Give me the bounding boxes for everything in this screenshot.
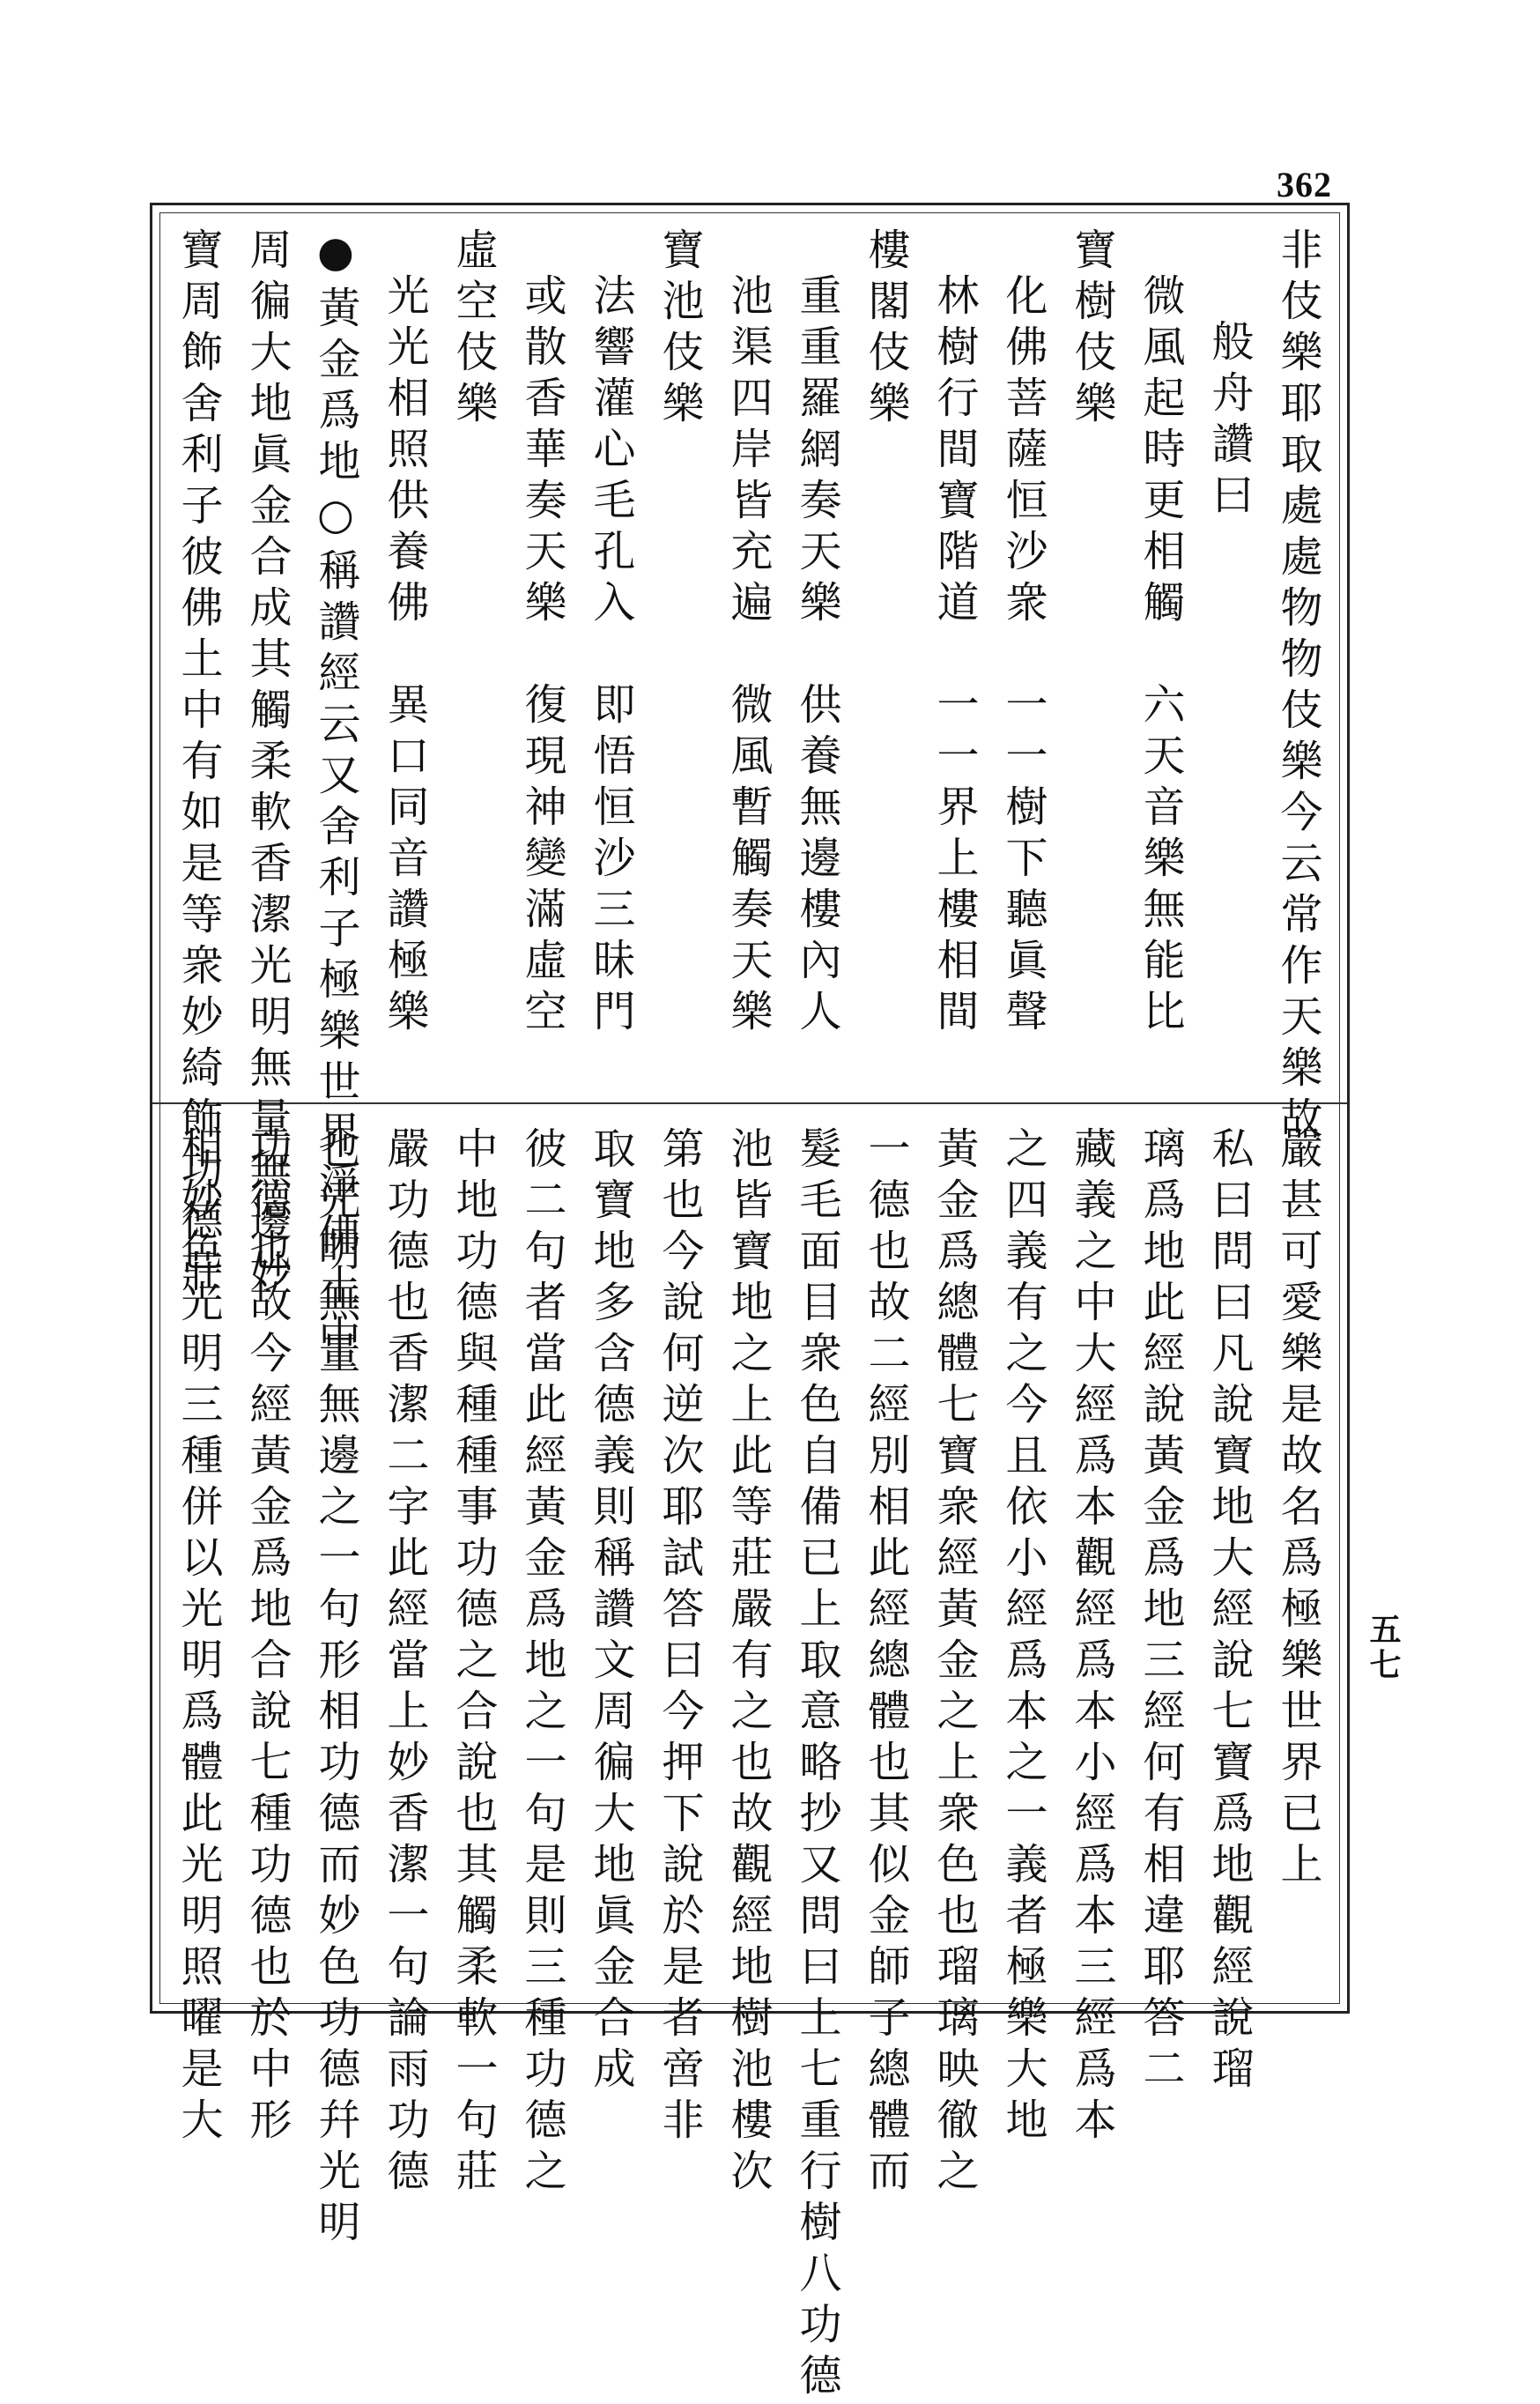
text-line: 嚴功德也香潔二字此經當上妙香潔一句論雨功德: [380, 1126, 429, 2200]
section-heading: 樓閣伎樂: [861, 227, 910, 432]
text-line: 也光明無量無邊之一句形相功德而妙色功德幷光明: [311, 1126, 360, 2251]
verse-line: 微風起時更相觸 六天音樂無能比: [1136, 273, 1185, 1040]
bottom-text-block: [174, 1126, 1332, 2404]
side-page-label: 五七: [1365, 1613, 1402, 1683]
text-line: 嚴甚可愛樂是故名爲極樂世界已上: [1273, 1126, 1322, 1893]
text-line: 黃金爲總體七寶衆經黃金之上衆色也瑠璃映徹之: [929, 1126, 979, 2200]
text-line: 中地功德與種種事功德之合說也其觸柔軟一句莊: [448, 1126, 498, 2200]
page-number: 362: [1277, 165, 1332, 204]
text-line: 功德也故今經黃金爲地合說七種功德也於中形: [242, 1126, 292, 2148]
text-line: 寶周飾舍利子彼佛土中有如是等衆妙綺飾功德莊: [174, 227, 223, 1301]
verse-line: 或散香華奏天樂 復現神變滿虛空: [517, 273, 566, 1040]
verse-line: 池渠四岸皆充遍 微風暫觸奏天樂: [723, 273, 773, 1040]
section-heading: 虛空伎樂: [448, 227, 498, 432]
text-line: 一德也故二經別相此經總體也其似金師子總體而: [861, 1126, 910, 2200]
text-line: 非伎樂耶取處處物物伎樂今云常作天樂故: [1273, 227, 1322, 1147]
verse-line: 重重羅網奏天樂 供養無邊樓內人: [792, 273, 841, 1040]
text-line: 彼二句者當此經黃金爲地之一句是則三種功德之: [517, 1126, 566, 2200]
verse-line: 化佛菩薩恒沙衆 一一樹下聽眞聲: [998, 273, 1048, 1040]
text-line: 之四義有之今且依小經爲本之一義者極樂大地: [998, 1126, 1048, 2148]
top-text-block: [174, 227, 1332, 1366]
text-line: 璃爲地此經說黃金爲地三經何有相違耶答二: [1136, 1126, 1185, 2097]
verse-line: 光光相照供養佛 異口同音讚極樂: [380, 273, 429, 1040]
section-heading: 寶樹伎樂: [1067, 227, 1116, 432]
text-line: 第也今說何逆次耶試答曰今押下說於是者啻非: [655, 1126, 704, 2148]
text-line: 般舟讚曰: [1204, 319, 1254, 523]
text-line: 池皆寶地之上此等莊嚴有之也故觀經地樹池樓次: [723, 1126, 773, 2200]
text-line: 髮毛面目衆色自備已上取意略抄又問曰上七重行樹八功德: [792, 1126, 841, 2404]
text-line: ●黃金爲地○稱讚經云又舍利子極樂世界淨佛土中: [311, 227, 360, 1366]
text-line: 周徧大地眞金合成其觸柔軟香潔光明無量無邊妙: [242, 227, 292, 1301]
text-line: 相妙色光明三種併以光明爲體此光明照曜是大: [174, 1126, 223, 2148]
text-line: 藏義之中大經爲本觀經爲本小經爲本三經爲本: [1067, 1126, 1116, 2148]
text-line: 私曰問曰凡說寶地大經說七寶爲地觀經說瑠: [1204, 1126, 1254, 2097]
section-heading: 寶池伎樂: [655, 227, 704, 432]
verse-line: 法響灌心毛孔入 即悟恒沙三昧門: [586, 273, 635, 1040]
text-line: 取寶地多含德義則稱讚文周徧大地眞金合成: [586, 1126, 635, 2097]
verse-line: 林樹行間寶階道 一一界上樓相間: [929, 273, 979, 1040]
